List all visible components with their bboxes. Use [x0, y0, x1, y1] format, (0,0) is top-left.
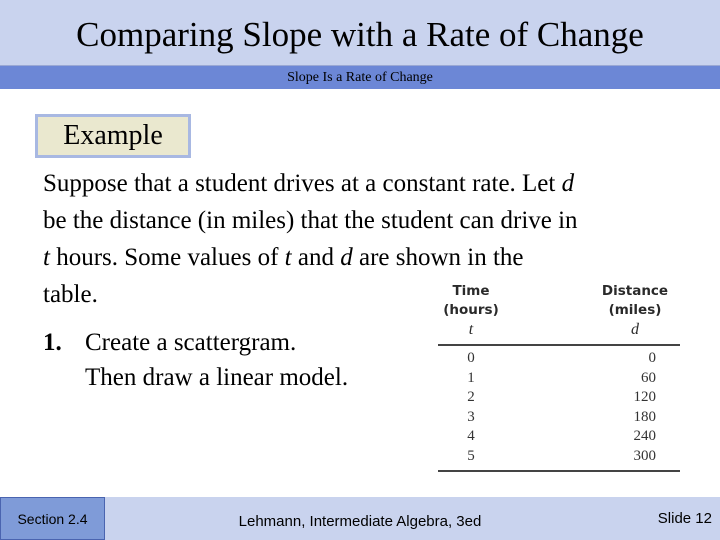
table-row: 0 0	[467, 350, 656, 366]
time-distance-table	[438, 282, 680, 464]
table-header	[438, 282, 680, 339]
title-bar	[0, 0, 720, 66]
task-line-2: Then draw a linear model.	[85, 364, 349, 391]
example-label: Example	[63, 120, 163, 151]
problem-line-2: be the distance (in miles) that the student can drive in	[43, 207, 578, 234]
slide-subtitle: Slope Is a Rate of Change	[287, 69, 433, 85]
col-header-distance: Distance (miles) d	[601, 283, 669, 338]
problem-line-1: Suppose that a student drives at a constant rate. Let d	[43, 170, 575, 197]
footer-book: Lehmann, Intermediate Algebra, 3ed	[105, 497, 615, 540]
table-row: 2 120	[467, 389, 656, 405]
task-item-1	[43, 325, 348, 395]
table-row: 5 300	[467, 447, 656, 464]
problem-line-3: t hours. Some values of t and d are shown in the	[43, 244, 524, 271]
table-rule-top	[438, 344, 680, 346]
footer-slide-number: Slide 12	[615, 497, 720, 540]
table-row: 1 60	[467, 369, 656, 386]
task-line-1: Create a scattergram.	[85, 329, 297, 356]
table-row: 3 180	[467, 408, 656, 425]
col-header-time: Time (hours) t	[443, 283, 499, 338]
table-rule-bottom	[438, 470, 680, 472]
problem-line-4: table.	[43, 281, 98, 308]
subtitle-bar	[0, 66, 720, 89]
slide-title: Comparing Slope with a Rate of Change	[76, 14, 644, 54]
table-body	[438, 350, 680, 467]
table-row: 4 240	[467, 428, 656, 444]
example-label-box	[35, 114, 191, 158]
footer-section: Section 2.4	[0, 497, 105, 540]
task-number: 1.	[43, 329, 62, 356]
